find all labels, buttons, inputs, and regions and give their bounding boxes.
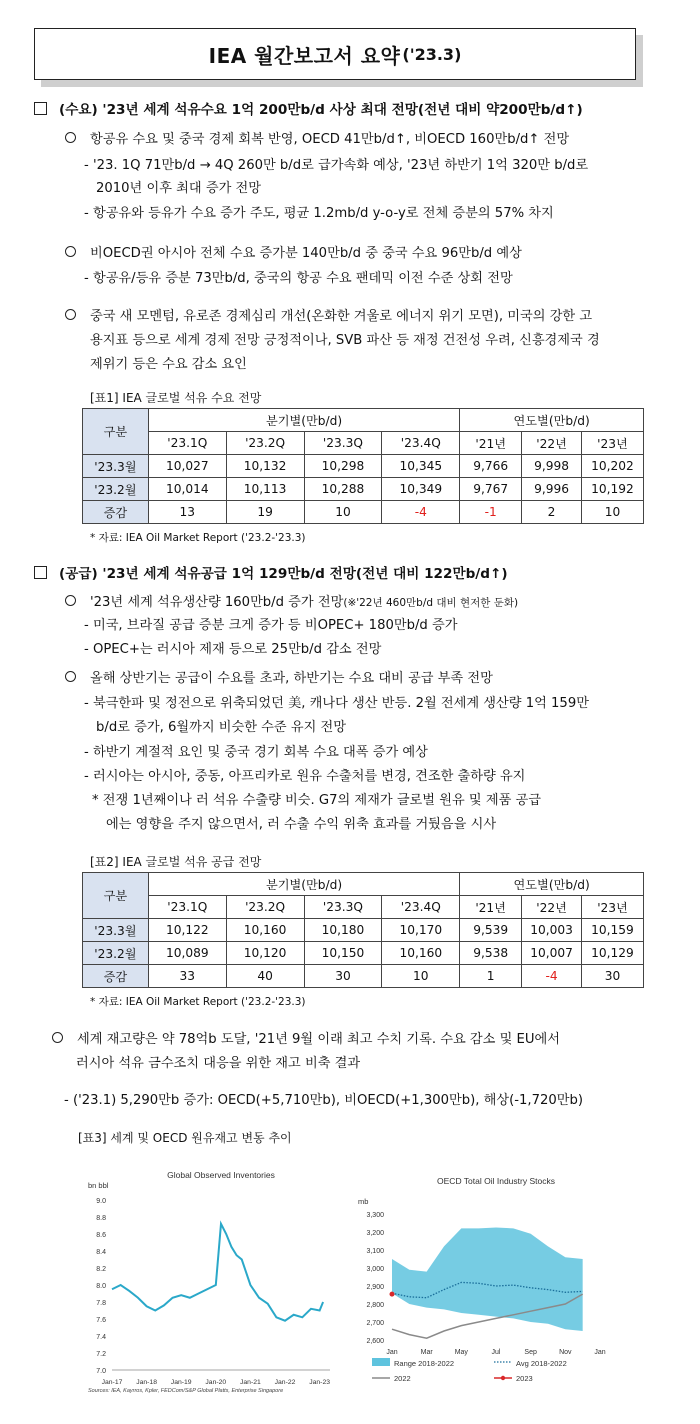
checkbox-square-icon [34, 566, 47, 579]
chart1-ytick: 7.8 [96, 1300, 106, 1307]
chart-caption: [표3] 세계 및 OECD 원유재고 변동 추이 [78, 1131, 292, 1145]
table-cell: 10 [382, 965, 460, 988]
supply-point-1-note: (※'22년 460만b/d 대비 현저한 둔화) [343, 597, 519, 609]
table-cell: 10,202 [582, 455, 644, 478]
table-row-label: '23.3월 [83, 455, 149, 478]
table-column-header: '22년 [522, 432, 582, 455]
table-column-header: '23.3Q [304, 896, 382, 919]
table-cell: 10,003 [522, 919, 582, 942]
chart1-ytick: 9.0 [96, 1198, 106, 1205]
table-row-label: '23.2월 [83, 942, 149, 965]
table-cell: 10,150 [304, 942, 382, 965]
table-cell: 9,539 [460, 919, 522, 942]
chart2-ytick: 2,800 [366, 1302, 384, 1309]
table-column-header: '23.4Q [382, 432, 460, 455]
table-column-header: '23.4Q [382, 896, 460, 919]
table-column-header: '23.3Q [304, 432, 382, 455]
table-cell: -4 [522, 965, 582, 988]
table-cell: 30 [304, 965, 382, 988]
supply-point-2d-cont: 에는 영향을 주지 않으면서, 러 수출 수익 위축 효과를 거뒀음을 시사 [106, 817, 497, 832]
table-cell: 10,180 [304, 919, 382, 942]
chart1-ytick: 8.2 [96, 1266, 106, 1273]
demand-point-2: 비OECD권 아시아 전체 수요 증가분 140만b/d 중 중국 수요 96만b/d 예상 [65, 245, 522, 263]
table-column-header: '21년 [460, 896, 522, 919]
table-cell: 1 [460, 965, 522, 988]
table1 [82, 408, 644, 524]
circle-bullet-icon [65, 132, 76, 143]
table-header-label: 구분 [83, 409, 149, 455]
demand-header: (수요) '23년 세계 석유수요 1억 200만b/d 사상 최대 전망(전년 대비 약200만b/d↑) [34, 101, 583, 119]
checkbox-square-icon [34, 102, 47, 115]
table-cell: 10,027 [148, 455, 226, 478]
table-cell: 30 [582, 965, 644, 988]
legend-range-label: Range 2018-2022 [394, 1359, 455, 1368]
table-cell: 10,113 [226, 478, 304, 501]
table-cell: 10,120 [226, 942, 304, 965]
table-cell: 10,349 [382, 478, 460, 501]
table-column-header: '21년 [460, 432, 522, 455]
supply-point-2a: - 북극한파 및 정전으로 위축되었던 美, 캐나다 생산 반등. 2월 전세계 생산량 1억 159만 [84, 696, 589, 711]
table-row-label: '23.2월 [83, 478, 149, 501]
page-title: IEA 월간보고서 요약 [208, 43, 401, 68]
demand-point-3-cont2: 제위기 등은 수요 감소 요인 [90, 357, 247, 372]
chart1-ytick: 7.2 [96, 1351, 106, 1358]
table-column-header: '23년 [582, 896, 644, 919]
supply-header: (공급) '23년 세계 석유공급 1억 129만b/d 전망(전년 대비 122만b/d↑) [34, 565, 508, 583]
table-cell: 10 [304, 501, 382, 524]
supply-point-1a: - 미국, 브라질 공급 증분 크게 증가 등 비OPEC+ 180만b/d 증가 [84, 618, 458, 633]
chart1-ytick: 7.4 [96, 1334, 106, 1341]
table-cell: 9,996 [522, 478, 582, 501]
table-row-label: 증감 [83, 965, 149, 988]
chart1-xtick: Jan-21 [240, 1379, 261, 1386]
chart1-ylabel: bn bbl [88, 1181, 109, 1190]
chart2-xtick: Mar [420, 1349, 433, 1356]
table-cell: 9,767 [460, 478, 522, 501]
chart1-ytick: 8.6 [96, 1232, 106, 1239]
chart1-xtick: Jan-22 [274, 1379, 296, 1386]
circle-bullet-icon [65, 309, 76, 320]
circle-bullet-icon [65, 671, 76, 682]
table-cell: 10,192 [582, 478, 644, 501]
chart2-ytick: 3,300 [366, 1212, 384, 1219]
chart1-ytick: 8.4 [96, 1249, 106, 1256]
legend-2023-marker [501, 1376, 505, 1380]
chart2-xtick: Nov [559, 1349, 572, 1356]
chart1-xtick: Jan-20 [205, 1379, 227, 1386]
chart2-title: OECD Total Oil Industry Stocks [437, 1176, 555, 1186]
chart2-ytick: 3,100 [366, 1248, 384, 1255]
circle-bullet-icon [52, 1032, 63, 1043]
table-cell: 10,160 [382, 942, 460, 965]
table2 [82, 872, 644, 988]
chart2-ylabel: mb [358, 1197, 369, 1206]
table-column-header: '23.2Q [226, 896, 304, 919]
demand-point-2a: - 항공유/등유 증분 73만b/d, 중국의 항공 수요 팬데믹 이전 수준 상회 전망 [84, 271, 513, 286]
table-cell: 10,298 [304, 455, 382, 478]
chart2-ytick: 3,000 [366, 1266, 384, 1273]
supply-point-2c: - 러시아는 아시아, 중동, 아프리카로 원유 수출처를 변경, 견조한 출하량 유지 [84, 769, 526, 784]
chart2-xtick: Jan [386, 1349, 398, 1356]
table-cell: 40 [226, 965, 304, 988]
table-row-label: '23.3월 [83, 919, 149, 942]
table-header-label: 구분 [83, 873, 149, 919]
chart2-xtick: Jan [594, 1349, 606, 1356]
chart1-xtick: Jan-19 [170, 1379, 192, 1386]
inventory-point-1: 세계 재고량은 약 78억b 도달, '21년 9월 이래 최고 수치 기록. 수요 감소 및 EU에서 [52, 1031, 560, 1049]
legend-range-swatch [372, 1358, 390, 1366]
chart1-ytick: 8.0 [96, 1283, 106, 1290]
chart1-ytick: 7.0 [96, 1368, 106, 1375]
chart1-title: Global Observed Inventories [167, 1170, 275, 1180]
demand-point-3: 중국 새 모멘텀, 유로존 경제심리 개선(온화한 겨울로 에너지 위기 모면), 미국의 강한 고 [65, 308, 592, 326]
chart1-source: Sources: IEA, Kayrros, Kpler, FEDCom/S&P Global Platts, Enterprise Singapore [88, 1388, 284, 1394]
table-cell: 13 [148, 501, 226, 524]
table-cell: 10,170 [382, 919, 460, 942]
chart2-ytick: 3,200 [366, 1230, 384, 1237]
table-column-header: '23.1Q [148, 432, 226, 455]
table-group-quarterly: 분기별(만b/d) [148, 873, 459, 896]
table-group-yearly: 연도별(만b/d) [460, 409, 644, 432]
table-cell: -1 [460, 501, 522, 524]
supply-point-2b: - 하반기 계절적 요인 및 중국 경기 회복 수요 대폭 증가 예상 [84, 745, 428, 760]
supply-point-1b: - OPEC+는 러시아 제재 등으로 25만b/d 감소 전망 [84, 642, 382, 657]
supply-point-1: '23년 세계 석유생산량 160만b/d 증가 전망(※'22년 460만b/d 대비 현저한 둔화) [65, 594, 518, 612]
table-cell: 19 [226, 501, 304, 524]
chart2-ytick: 2,600 [366, 1338, 384, 1345]
circle-bullet-icon [65, 595, 76, 606]
page-title-date: ('23.3) [402, 44, 462, 64]
table-cell: 10,014 [148, 478, 226, 501]
table-cell: 10,122 [148, 919, 226, 942]
legend-2022-label: 2022 [394, 1374, 411, 1383]
table-row [83, 942, 644, 965]
table-column-header: '23.1Q [148, 896, 226, 919]
chart2-ytick: 2,700 [366, 1320, 384, 1327]
chart2-xtick: May [454, 1349, 468, 1356]
table-cell: 10,089 [148, 942, 226, 965]
table-cell: 10,132 [226, 455, 304, 478]
table-cell: 10,159 [582, 919, 644, 942]
table-cell: 10,288 [304, 478, 382, 501]
legend-avg-label: Avg 2018-2022 [516, 1359, 567, 1368]
table-column-header: '23.2Q [226, 432, 304, 455]
table-row [83, 501, 644, 524]
demand-point-3-cont: 용지표 등으로 세계 경제 전망 긍정적이나, SVB 파산 등 재정 건전성 우려, 신흥경제국 경 [90, 333, 600, 348]
supply-point-2d: * 전쟁 1년째이나 러 석유 수출량 비슷. G7의 제재가 글로벌 원유 및 제품 공급 [92, 793, 541, 808]
table-cell: 2 [522, 501, 582, 524]
chart2-ytick: 2,900 [366, 1284, 384, 1291]
demand-point-1a: - '23. 1Q 71만b/d → 4Q 260만 b/d로 급가속화 예상, '23년 하반기 1억 320만 b/d로 [84, 158, 589, 173]
table-cell: 9,766 [460, 455, 522, 478]
table2-caption: [표2] IEA 글로벌 석유 공급 전망 [90, 855, 262, 869]
table-row [83, 965, 644, 988]
supply-point-2: 올해 상반기는 공급이 수요를 초과, 하반기는 수요 대비 공급 부족 전망 [65, 670, 493, 688]
table-group-quarterly: 분기별(만b/d) [148, 409, 459, 432]
chart1-xtick: Jan-17 [101, 1379, 123, 1386]
chart2-range-area [392, 1228, 583, 1332]
table-cell: 10,160 [226, 919, 304, 942]
table-column-header: '22년 [522, 896, 582, 919]
table-cell: -4 [382, 501, 460, 524]
inventory-point-1a: - ('23.1) 5,290만b 증가: OECD(+5,710만b), 비OECD(+1,300만b), 해상(-1,720만b) [64, 1093, 584, 1108]
chart1-ytick: 8.8 [96, 1215, 106, 1222]
demand-point-1: 항공유 수요 및 중국 경제 회복 반영, OECD 41만b/d↑, 비OECD 160만b/d↑ 전망 [65, 131, 569, 149]
table2-source: * 자료: IEA Oil Market Report ('23.2-'23.3) [90, 996, 306, 1008]
chart2-xtick: Sep [524, 1349, 537, 1356]
table-column-header: '23년 [582, 432, 644, 455]
table-cell: 10,007 [522, 942, 582, 965]
table-cell: 10,345 [382, 455, 460, 478]
chart2-xtick: Jul [491, 1349, 501, 1356]
demand-point-1a-cont: 2010년 이후 최대 증가 전망 [96, 181, 261, 196]
table-row [83, 919, 644, 942]
table-group-yearly: 연도별(만b/d) [460, 873, 644, 896]
inventory-point-1-cont: 러시아 석유 금수조치 대응을 위한 재고 비축 결과 [76, 1056, 361, 1071]
chart1-series-line [112, 1224, 323, 1321]
demand-point-1b: - 항공유와 등유가 수요 증가 주도, 평균 1.2mb/d y-o-y로 전체 증분의 57% 차지 [84, 206, 554, 221]
table-row-label: 증감 [83, 501, 149, 524]
table-cell: 10 [582, 501, 644, 524]
table-cell: 10,129 [582, 942, 644, 965]
chart1-xtick: Jan-18 [136, 1379, 158, 1386]
table-row [83, 478, 644, 501]
table1-caption: [표1] IEA 글로벌 석유 수요 전망 [90, 391, 262, 405]
table1-source: * 자료: IEA Oil Market Report ('23.2-'23.3) [90, 532, 306, 544]
supply-point-2a-cont: b/d로 증가, 6월까지 비슷한 수준 유지 전망 [96, 720, 347, 735]
chart1-xtick: Jan-23 [309, 1379, 331, 1386]
inventory-charts [82, 1166, 622, 1396]
table-cell: 9,998 [522, 455, 582, 478]
table-cell: 33 [148, 965, 226, 988]
chart2-2023-point [390, 1292, 395, 1297]
page-title-box [34, 28, 636, 80]
table-cell: 9,538 [460, 942, 522, 965]
chart1-ytick: 7.6 [96, 1317, 106, 1324]
table-row [83, 455, 644, 478]
circle-bullet-icon [65, 246, 76, 257]
legend-2023-label: 2023 [516, 1374, 533, 1383]
